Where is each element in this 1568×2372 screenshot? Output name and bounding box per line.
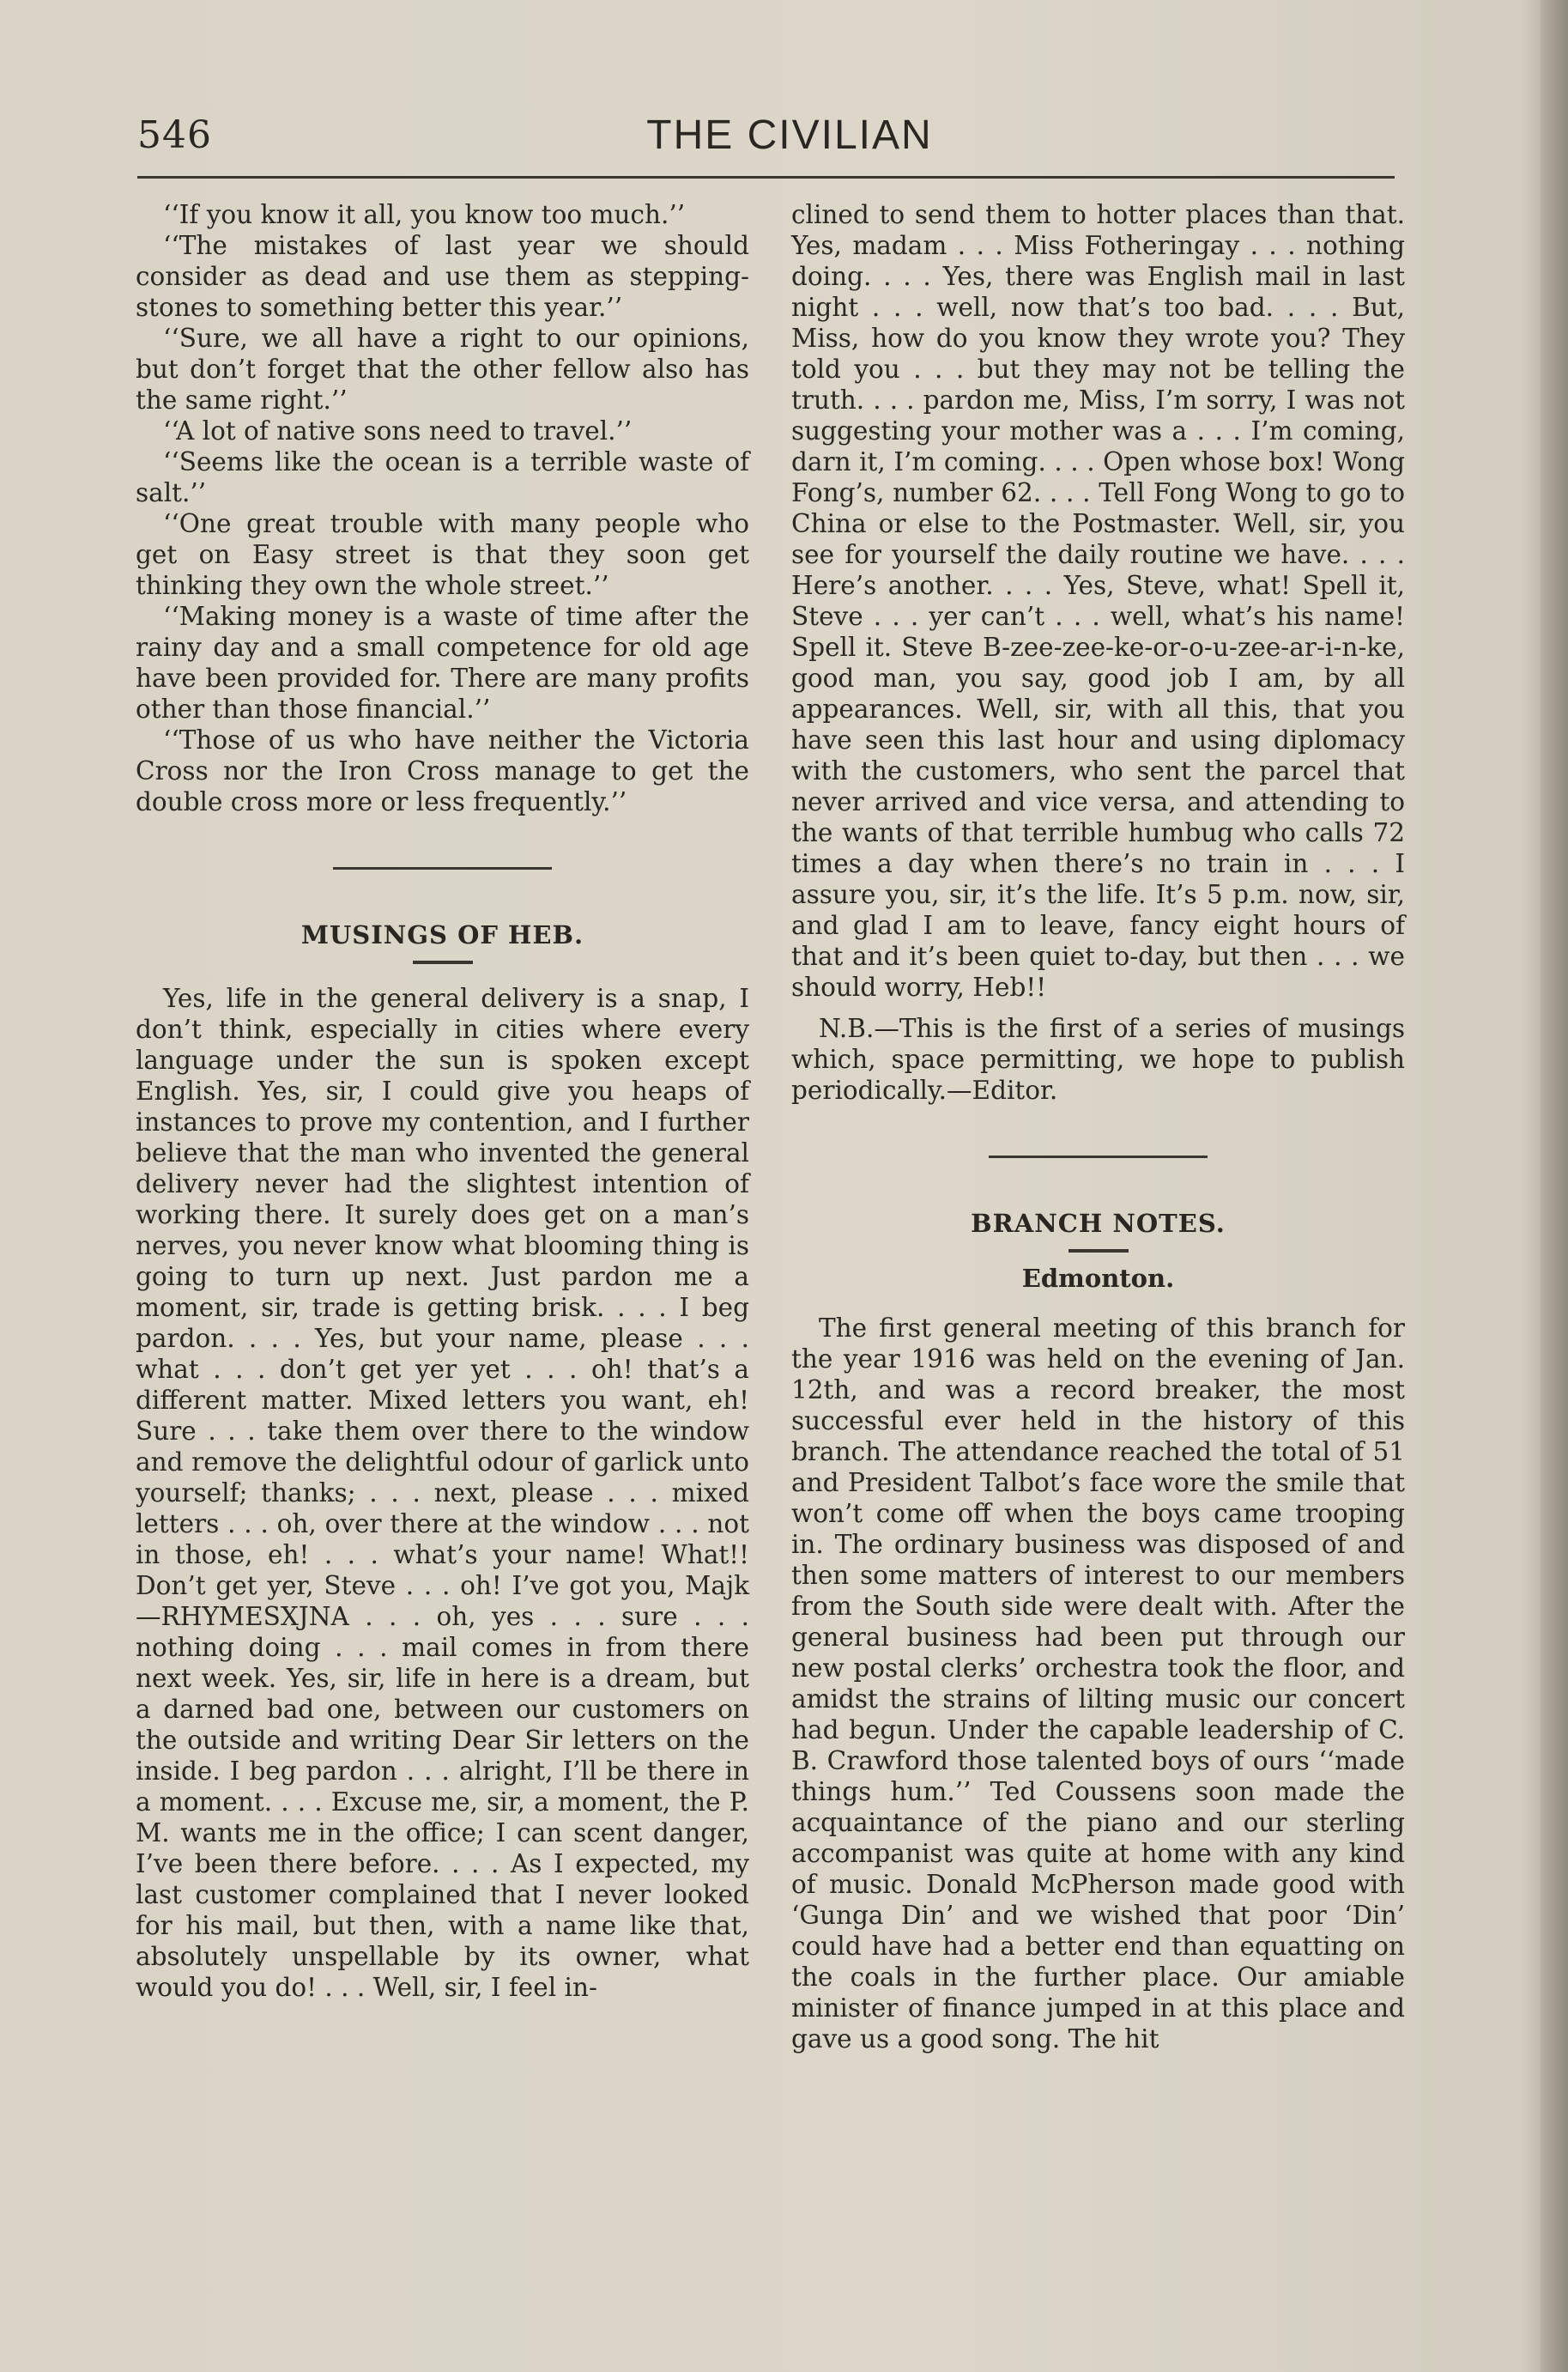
spacer <box>791 1003 1405 1013</box>
spacer <box>136 817 749 867</box>
spacer <box>791 1239 1405 1249</box>
spacer <box>791 1158 1405 1208</box>
musings-continued-paragraph: clined to send them to hotter places than that. Yes, madam . . . Miss Fotheringay . . . nothing doing. . . . Yes, there was English mail in last night . . . well, now that’s too bad. . . . But, Miss, how do you know they wrote you? They told you . . . but they may not be telling the truth. . . . pardon me, Miss, I’m sorry, I was not suggesting your mother was a . . . I’m coming, darn it, I’m coming. . . . Open whose box! Wong Fong’s, number 62. . . . Tell Fong Wong to go to China or else to the Postmaster. Well, sir, you see for yourself the daily routine we have. . . . Here’s another. . . . Yes, Steve, what! Spell it, Steve . . . yer can’t . . . well, what’s his name! Spell it. Steve B-zee-zee-ke-or-o-u-zee-ar-i-n-ke, good man, you say, good job I am, by all appearances. Well, sir, with all this, that you have seen this last hour and using diplomacy with the customers, who sent the parcel that never arrived and vice versa, and attending to the wants of that terrible humbug who calls 72 times a day when there’s no train in . . . I assure you, sir, it’s the life. It’s 5 p.m. now, sir, and glad I am to leave, fancy eight hours of that and it’s been quiet to-day, but then . . . we should worry, Heb!! <box>791 200 1405 1002</box>
spacer <box>136 870 749 919</box>
right-column <box>791 199 1405 2054</box>
spacer <box>791 1294 1405 1313</box>
spacer <box>791 1106 1405 1156</box>
quote-paragraph: ‘‘Sure, we all have a right to our opinions, but don’t forget that the other fellow also has the same right.’’ <box>136 324 749 415</box>
left-column <box>136 199 749 2003</box>
header-rule <box>137 176 1395 179</box>
quote-paragraph: ‘‘If you know it all, you know too much.’’ <box>163 200 686 229</box>
spacer <box>791 1253 1405 1263</box>
quote-paragraph: ‘‘A lot of native sons need to travel.’’ <box>163 416 633 446</box>
musings-paragraph: Yes, life in the general delivery is a snap, I don’t think, especially in cities where every language under the sun is spoken except English. Yes, sir, I could give you heaps of instances to prove my contention, and I further believe that the man who invented the general delivery never had the slightest intention of working there. It surely does get on a man’s nerves, you never know what blooming thing is going to turn up next. Just pardon me a moment, sir, trade is getting brisk. . . . I beg pardon. . . . Yes, but your name, please . . . what . . . don’t get yer yet . . . oh! that’s a different matter. Mixed letters you want, eh! Sure . . . take them over there to the window and remove the delightful odour of garlick unto yourself; thanks; . . . next, please . . . mixed letters . . . oh, over there at the window . . . not in those, eh! . . . what’s your name! What!! Don’t get yer, Steve . . . oh! I’ve got you, Majk—RHYMESXJNA . . . oh, yes . . . sure . . . nothing doing . . . mail comes in from there next week. Yes, sir, life in here is a dream, but a darned bad one, between our customers on the outside and writing Dear Sir letters on the inside. I beg pardon . . . alright, I’ll be there in a moment. . . . Excuse me, sir, a moment, the P. M. wants me in the office; I can scent danger, I’ve been there before. . . . As I expected, my last customer complained that I never looked for his mail, but then, with a name like that, absolutely unspellable by its owner, what would you do! . . . Well, sir, I feel in- <box>136 984 749 2002</box>
book-spine-shadow <box>1541 0 1568 2372</box>
spacer <box>136 950 749 961</box>
branch-notes-heading: BRANCH NOTES. <box>971 1209 1226 1238</box>
editor-note: N.B.—This is the first of a series of musings which, space permitting, we hope to publish periodically.—Editor. <box>791 1014 1405 1105</box>
spacer <box>136 964 749 983</box>
quote-paragraph: ‘‘The mistakes of last year we should consider as dead and use them as stepping-stones to something better this year.’’ <box>136 231 749 322</box>
page-number: 546 <box>137 113 212 157</box>
quote-paragraph: ‘‘Those of us who have neither the Victoria Cross nor the Iron Cross manage to get the double cross more or less frequently.’’ <box>136 725 749 816</box>
branch-notes-paragraph: The first general meeting of this branch for the year 1916 was held on the evening of Jan. 12th, and was a record breaker, the most successful ever held in the history of this branch. The attendance reached the total of 51 and President Talbot’s face wore the smile that won’t come off when the boys came trooping in. The ordinary business was disposed of and then some matters of interest to our members from the South side were dealt with. After the general business had been put through our new postal clerks’ orchestra took the floor, and amidst the strains of lilting music our concert had begun. Under the capable leadership of C. B. Crawford those talented boys of ours ‘‘made things hum.’’ Ted Coussens soon made the acquaintance of the piano and our sterling accompanist was quite at home with any kind of music. Donald McPherson made good with ‘Gunga Din’ and we wished that poor ‘Din’ could have had a better end than equatting on the coals in the further place. Our amiable minister of finance jumped in at this place and gave us a good song. The hit <box>791 1313 1405 2054</box>
quote-paragraph: ‘‘Seems like the ocean is a terrible waste of salt.’’ <box>136 447 749 507</box>
quote-paragraph: ‘‘Making money is a waste of time after the rainy day and a small competence for old age have been provided for. There are many profits other than those financial.’’ <box>136 602 749 724</box>
running-title: THE CIVILIAN <box>646 112 933 158</box>
musings-heading: MUSINGS OF HEB. <box>300 920 584 949</box>
quote-paragraph: ‘‘One great trouble with many people who get on Easy street is that they soon get thinking they own the whole street.’’ <box>136 509 749 600</box>
branch-subheading: Edmonton. <box>1021 1264 1175 1293</box>
